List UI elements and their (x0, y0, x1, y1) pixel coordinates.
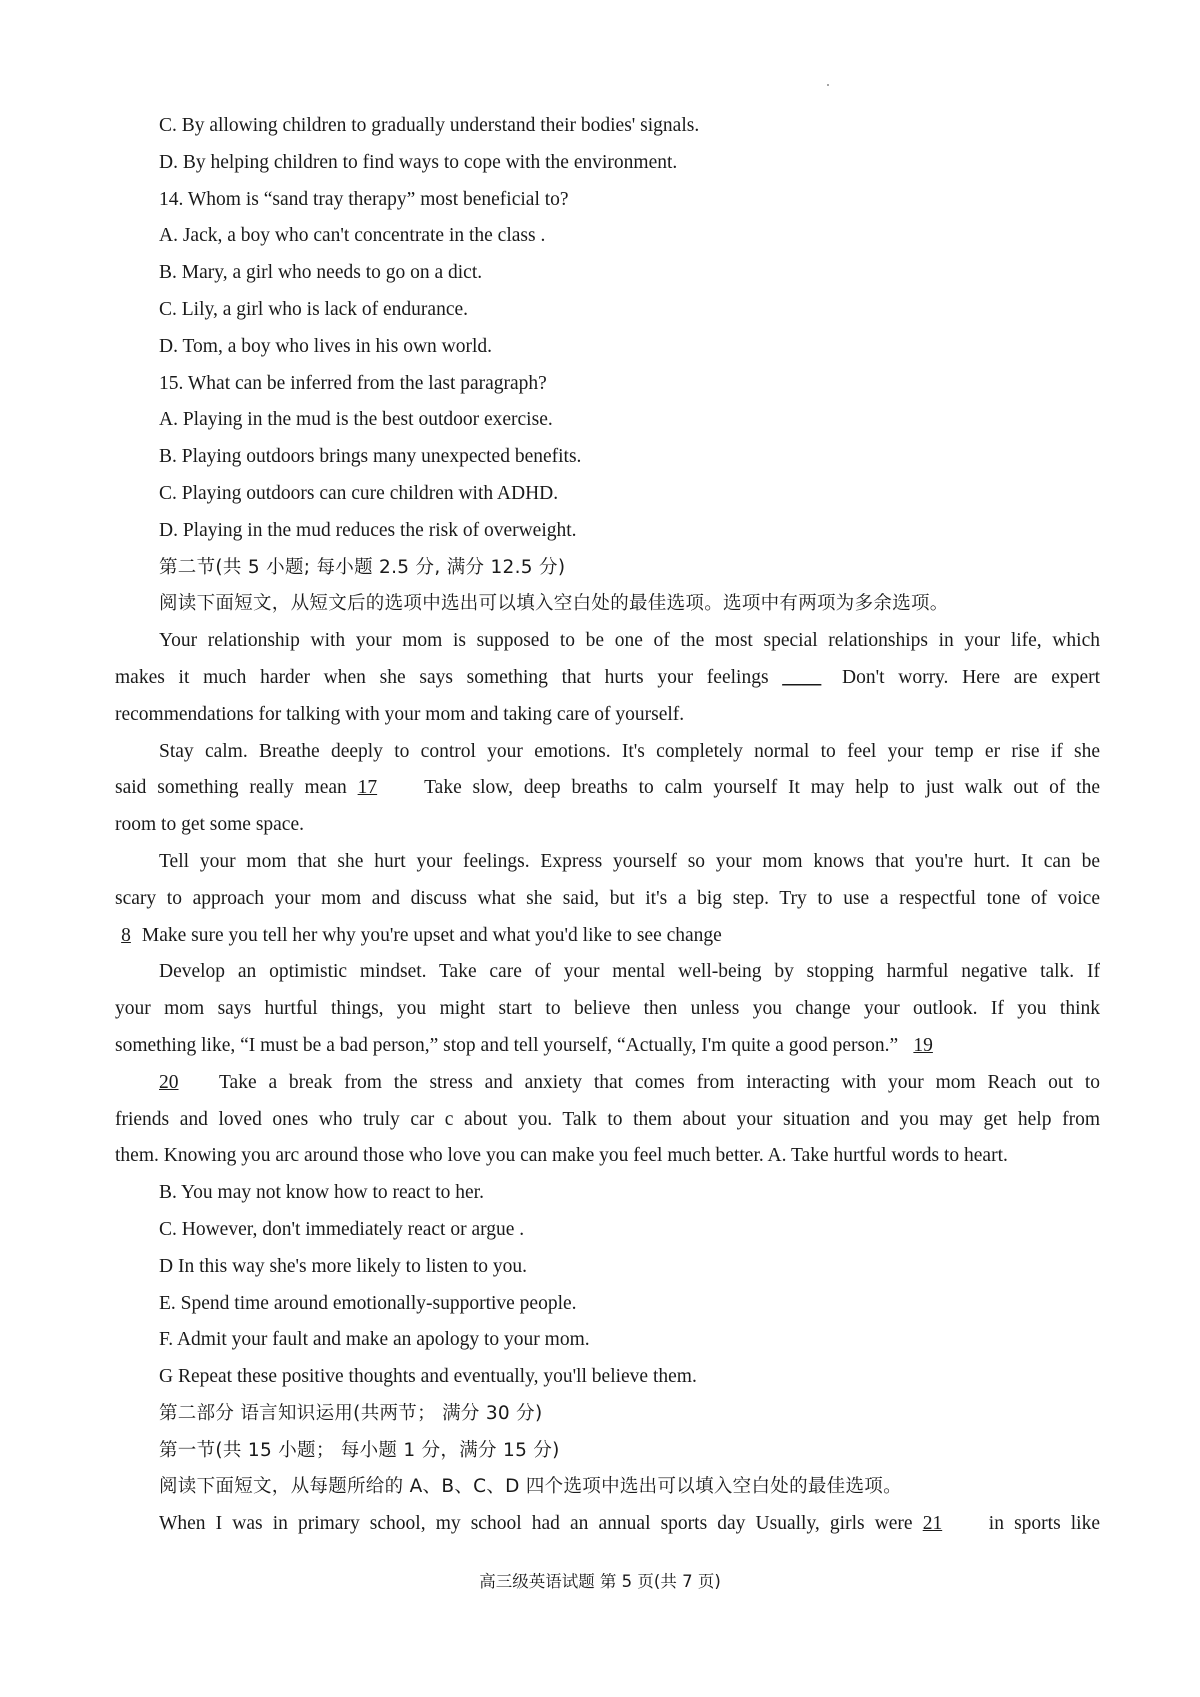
passage-text: Take slow, deep breaths to calm yourself It may help to just walk out of the (424, 777, 1101, 799)
q15-option-b: B. Playing outdoors brings many unexpected benefits. (159, 446, 582, 468)
q14-option-d: D. Tom, a boy who lives in his own world. (159, 335, 493, 357)
passage-line (115, 918, 1100, 955)
passage-text: When I was in primary school, my school had an annual sports day Usually, girls were (159, 1513, 913, 1535)
passage-line (115, 770, 1100, 807)
blank-19: 19 (913, 1034, 933, 1056)
passage-line: friends and loved ones who truly car c about you. Talk to them about your situation and you may get help from (115, 1108, 1100, 1130)
q15-stem: 15. What can be inferred from the last paragraph? (159, 372, 547, 394)
passage-text: something like, “I must be a bad person,” stop and tell yourself, “Actually, I'm quite a good person.” (115, 1034, 899, 1056)
blank-18: 8 (121, 924, 131, 946)
passage-line: them. Knowing you arc around those who love you can make you feel much better. A. Take hurtful words to heart. (115, 1145, 1008, 1167)
option-e: E. Spend time around emotionally-supportive people. (159, 1292, 577, 1314)
passage-text: Make sure you tell her why you're upset and what you'd like to see change (141, 924, 722, 946)
passage-text: in sports like (988, 1513, 1101, 1535)
passage-line: recommendations for talking with your mom and taking care of yourself. (115, 703, 685, 725)
option-g: G Repeat these positive thoughts and eventually, you'll believe them. (159, 1366, 697, 1388)
passage-line (115, 1506, 1100, 1543)
blank-21: 21 (922, 1513, 943, 1535)
part2-heading: 第二部分 语言知识运用(共两节； 满分 30 分) (159, 1402, 543, 1424)
q13-option-c: C. By allowing children to gradually understand their bodies' signals. (159, 115, 700, 136)
passage-line: room to get some space. (115, 814, 304, 836)
passage-line: your mom says hurtful things, you might start to believe then unless you change your outlook. If you think (115, 998, 1100, 1020)
q14-option-b: B. Mary, a girl who needs to go on a dict. (159, 262, 483, 284)
q14-option-a: A. Jack, a boy who can't concentrate in the class . (159, 225, 546, 247)
page-footer: 高三级英语试题 第 5 页(共 7 页) (479, 1572, 721, 1591)
passage-line: Your relationship with your mom is supposed to be one of the most special relationships in your life, which (159, 630, 1100, 652)
passage-line: Develop an optimistic mindset. Take care of your mental well-being by stopping harmful negative talk. If (159, 961, 1100, 983)
passage-line: scary to approach your mom and discuss what she said, but it's a big step. Try to use a respectful tone of voice (115, 887, 1100, 909)
scan-speck (827, 84, 829, 86)
q13-option-d: D. By helping children to find ways to cope with the environment. (159, 151, 678, 173)
passage-line (115, 1065, 1100, 1102)
page-content (115, 108, 1100, 1543)
option-f: F. Admit your fault and make an apology to your mom. (159, 1329, 590, 1351)
section2-instruction: 阅读下面短文，从短文后的选项中选出可以填入空白处的最佳选项。选项中有两项为多余选项。 (159, 593, 949, 615)
part2-section1-heading: 第一节(共 15 小题； 每小题 1 分，满分 15 分) (159, 1439, 560, 1461)
passage-line (115, 1028, 1100, 1065)
blank-17: 17 (357, 777, 378, 799)
passage-line (115, 660, 1100, 697)
q15-option-d: D. Playing in the mud reduces the risk of overweight. (159, 519, 577, 541)
section2-heading: 第二节(共 5 小题; 每小题 2.5 分, 满分 12.5 分) (159, 556, 566, 578)
blank-20: 20 (159, 1071, 179, 1093)
q15-option-c: C. Playing outdoors can cure children with ADHD. (159, 482, 559, 504)
q14-option-c: C. Lily, a girl who is lack of endurance. (159, 298, 469, 320)
passage-text: Take a break from the stress and anxiety that comes from interacting with your mom Reach out to (219, 1071, 1100, 1093)
passage-line: Tell your mom that she hurt your feelings. Express yourself so your mom knows that you're hurt. It can be (159, 850, 1100, 872)
passage-text: said something really mean (115, 777, 347, 799)
passage-text: makes it much harder when she says something that hurts your feelings (115, 666, 769, 688)
part2-instruction: 阅读下面短文，从每题所给的 A、B、C、D 四个选项中选出可以填入空白处的最佳选项。 (159, 1476, 902, 1498)
option-b: B. You may not know how to react to her. (159, 1182, 484, 1204)
passage-text: Don't worry. Here are expert (842, 666, 1101, 688)
q14-stem: 14. Whom is “sand tray therapy” most beneficial to? (159, 188, 569, 210)
blank-16: ____ (782, 666, 822, 688)
option-d: D In this way she's more likely to listen to you. (159, 1255, 528, 1277)
passage-line: Stay calm. Breathe deeply to control your emotions. It's completely normal to feel your temp er rise if she (159, 740, 1100, 762)
q15-option-a: A. Playing in the mud is the best outdoor exercise. (159, 409, 553, 431)
option-c: C. However, don't immediately react or argue . (159, 1218, 525, 1240)
